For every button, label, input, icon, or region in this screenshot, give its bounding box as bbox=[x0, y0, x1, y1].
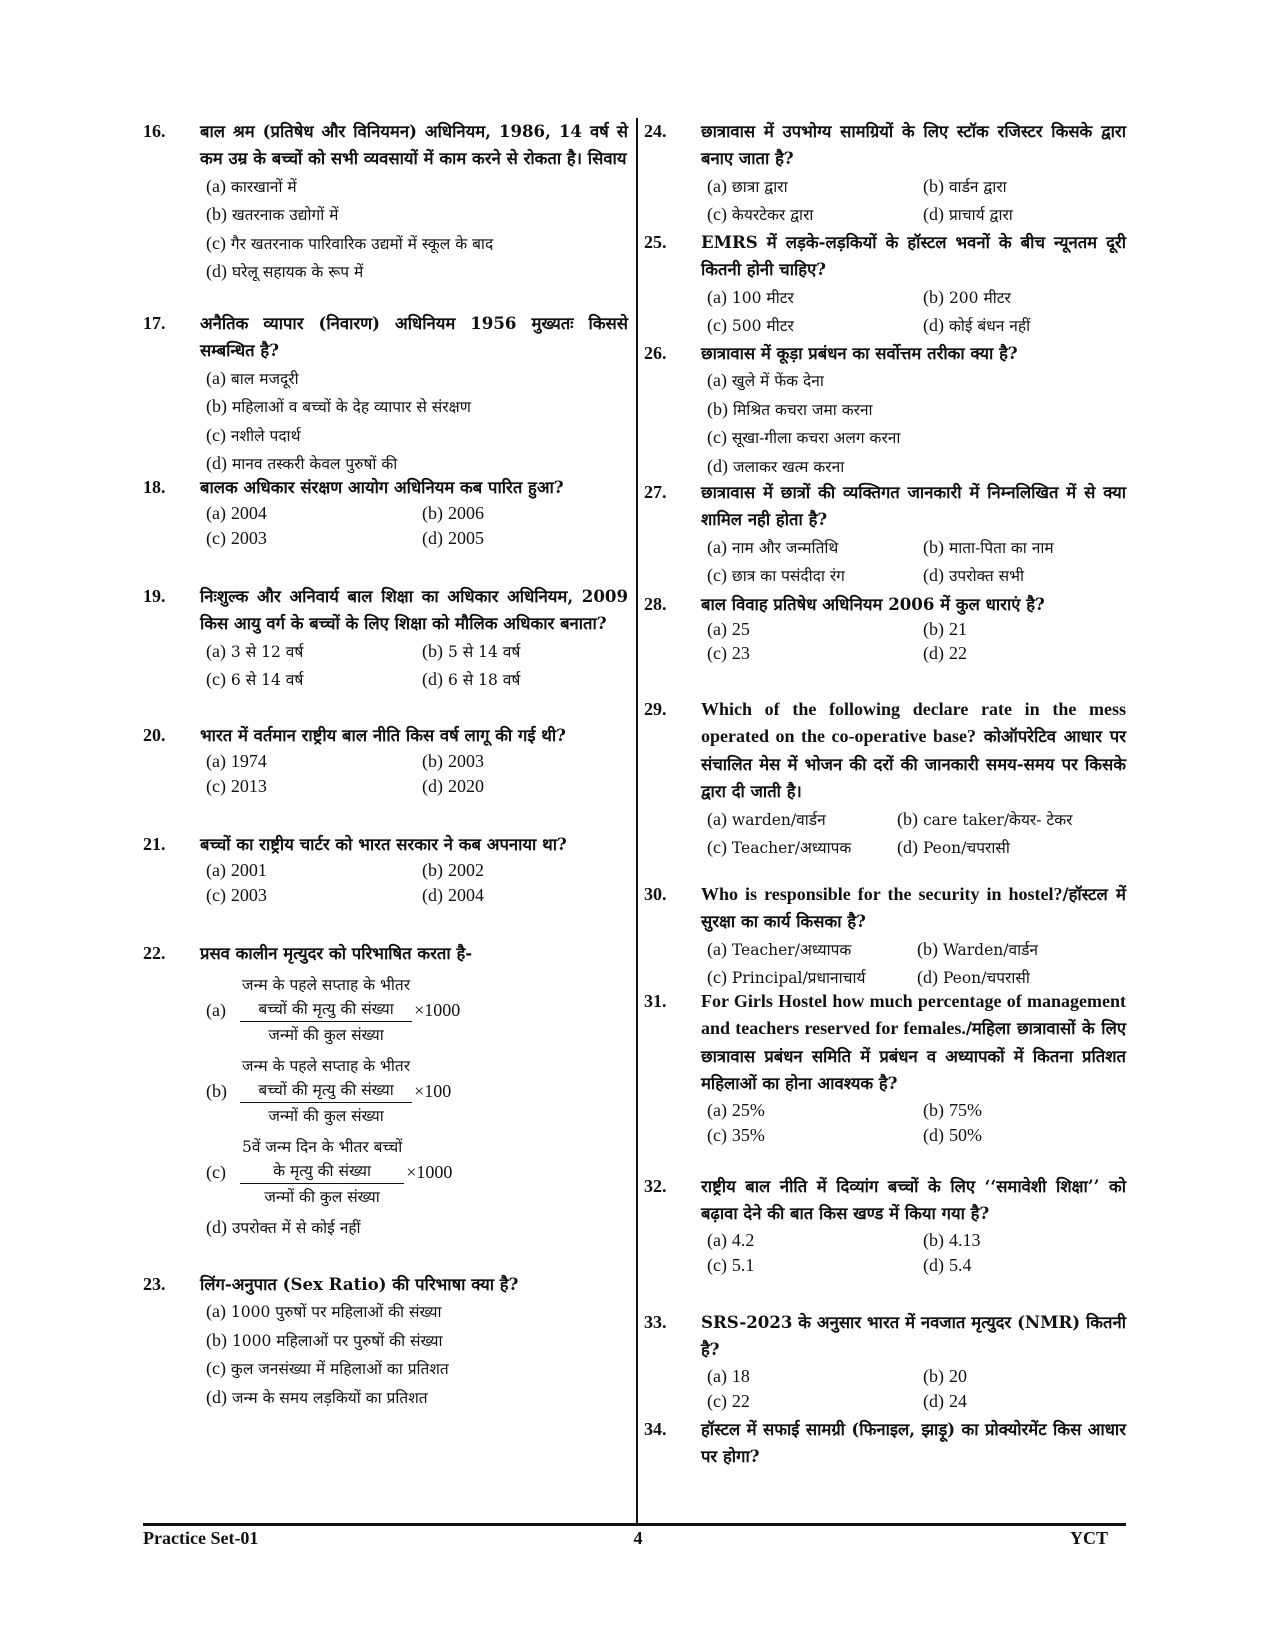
option-d: (d) कोई बंधन नहीं bbox=[923, 315, 1031, 336]
fraction: जन्म के पहले सप्ताह के भीतर बच्चों की मृत्यु की संख्या जन्मों की कुल संख्या bbox=[240, 973, 412, 1048]
option-a: (a) खुले में फेंक देना bbox=[707, 370, 824, 391]
option-d: (d) 5.4 bbox=[923, 1254, 972, 1275]
question-23 bbox=[143, 1271, 628, 1412]
option-a: (a) 2004 bbox=[206, 503, 267, 524]
question-number: 16. bbox=[143, 121, 166, 141]
column-divider bbox=[636, 118, 638, 1523]
question-text: छात्रावास में छात्रों की व्यक्तिगत जानकारी में निम्नलिखित में से क्या शामिल नही होता है? bbox=[701, 482, 1126, 530]
question-30 bbox=[644, 881, 1126, 987]
options bbox=[701, 367, 1126, 481]
question-text: बालक अधिकार संरक्षण आयोग अधिनियम कब पारित हुआ? bbox=[200, 477, 564, 497]
option-b: (b) 200 मीटर bbox=[923, 286, 1011, 307]
option-c: (c) केयरटेकर द्वारा bbox=[707, 204, 814, 225]
option-b: (b) 20 bbox=[923, 1365, 967, 1386]
option-b: (b) 2006 bbox=[422, 503, 484, 524]
option-d: (d) 2005 bbox=[422, 528, 484, 549]
question-18 bbox=[143, 474, 628, 582]
footer-rule bbox=[143, 1523, 1126, 1526]
option-a: (a) 4.2 bbox=[707, 1229, 755, 1250]
option-b: (b) वार्डन द्वारा bbox=[923, 175, 1007, 196]
question-text: लिंग-अनुपात (Sex Ratio) की परिभाषा क्या है? bbox=[200, 1274, 519, 1294]
question-number: 26. bbox=[644, 343, 667, 363]
question-number: 34. bbox=[644, 1419, 667, 1439]
left-column bbox=[143, 118, 628, 1413]
option-c: (c) कुल जनसंख्या में महिलाओं का प्रतिशत bbox=[206, 1358, 449, 1379]
option-a-formula: (a) जन्म के पहले सप्ताह के भीतर बच्चों की मृत्यु की संख्या जन्मों की कुल संख्या ×1000 bbox=[206, 973, 628, 1048]
question-21 bbox=[143, 831, 628, 939]
option-a: (a) Teacher/अध्यापक bbox=[707, 938, 852, 959]
question-25 bbox=[644, 229, 1126, 339]
footer-publisher: YCT bbox=[1070, 1528, 1109, 1548]
question-32 bbox=[644, 1173, 1126, 1308]
option-a: (a) 2001 bbox=[206, 860, 267, 881]
option-b: (b) 4.13 bbox=[923, 1229, 981, 1250]
question-text: अनैतिक व्यापार (निवारण) अधिनियम 1956 मुख्यतः किससे सम्बन्धित है? bbox=[200, 313, 628, 361]
options bbox=[701, 1228, 1126, 1278]
option-c: (c) 23 bbox=[707, 643, 750, 664]
option-b: (b) मिश्रित कचरा जमा करना bbox=[707, 398, 873, 419]
option-c: (c) 2013 bbox=[206, 776, 267, 797]
options bbox=[701, 1364, 1126, 1414]
question-text: Who is responsible for the security in hostel?/हॉस्टल में सुरक्षा का कार्य किसका है? bbox=[701, 884, 1126, 932]
options bbox=[200, 858, 628, 908]
options bbox=[200, 749, 628, 799]
question-text: SRS-2023 के अनुसार भारत में नवजात मृत्युदर (NMR) कितनी है? bbox=[701, 1312, 1126, 1360]
options bbox=[701, 618, 1126, 666]
option-a: (a) छात्रा द्वारा bbox=[707, 175, 788, 196]
option-d: (d) जन्म के समय लड़कियों का प्रतिशत bbox=[206, 1386, 428, 1407]
option-c: (c) छात्र का पसंदीदा रंग bbox=[707, 565, 845, 586]
option-b: (b) खतरनाक उद्योगों में bbox=[206, 204, 339, 225]
question-number: 24. bbox=[644, 121, 667, 141]
option-d: (d) 2020 bbox=[422, 776, 484, 797]
question-text: राष्ट्रीय बाल नीति में दिव्यांग बच्चों के लिए ‘‘समावेशी शिक्षा’’ को बढ़ावा देने की बात किस खण्ड में किया गया है? bbox=[701, 1176, 1126, 1224]
option-d: (d) मानव तस्करी केवल पुरुषों की bbox=[206, 453, 398, 474]
option-a: (a) 1000 पुरुषों पर महिलाओं की संख्या bbox=[206, 1301, 442, 1322]
option-a: (a) 1974 bbox=[206, 751, 267, 772]
option-b: (b) 2002 bbox=[422, 860, 484, 881]
option-b: (b) 5 से 14 वर्ष bbox=[422, 640, 521, 661]
question-text: भारत में वर्तमान राष्ट्रीय बाल नीति किस वर्ष लागू की गई थी? bbox=[200, 725, 566, 745]
option-c: (c) 5.1 bbox=[707, 1254, 755, 1275]
option-a: (a) 3 से 12 वर्ष bbox=[206, 640, 304, 661]
options bbox=[701, 284, 1126, 341]
question-number: 20. bbox=[143, 725, 166, 745]
option-d: (d) जलाकर खत्म करना bbox=[707, 455, 845, 476]
option-b: (b) 1000 महिलाओं पर पुरुषों की संख्या bbox=[206, 1329, 443, 1350]
option-a: (a) 25% bbox=[707, 1099, 765, 1120]
question-26 bbox=[644, 340, 1126, 478]
option-c-formula: (c) 5वें जन्म दिन के भीतर बच्चों के मृत्यु की संख्या जन्मों की कुल संख्या ×1000 bbox=[206, 1135, 628, 1210]
option-a: (a) कारखानों में bbox=[206, 175, 297, 196]
option-c: (c) 35% bbox=[707, 1124, 765, 1145]
question-text: हॉस्टल में सफाई सामग्री (फिनाइल, झाड़ू) का प्रोक्योरमेंट किस आधार पर होगा? bbox=[701, 1419, 1126, 1467]
option-c: (c) 22 bbox=[707, 1390, 750, 1411]
option-b: (b) 75% bbox=[923, 1099, 982, 1120]
option-d: (d) Peon/चपरासी bbox=[917, 967, 1030, 988]
option-a: (a) नाम और जन्मतिथि bbox=[707, 536, 839, 557]
options bbox=[200, 1298, 628, 1412]
option-a: (a) बाल मजदूरी bbox=[206, 367, 299, 388]
option-d: (d) उपरोक्त सभी bbox=[923, 565, 1025, 586]
options bbox=[200, 1214, 628, 1242]
question-number: 31. bbox=[644, 991, 667, 1011]
option-a: (a) 18 bbox=[707, 1365, 750, 1386]
options bbox=[701, 534, 1126, 591]
question-number: 32. bbox=[644, 1176, 667, 1196]
question-text: छात्रावास में कूड़ा प्रबंधन का सर्वोत्तम तरीका क्या है? bbox=[701, 343, 1018, 363]
option-d: (d) 2004 bbox=[422, 885, 484, 906]
option-a: (a) 25 bbox=[707, 619, 750, 640]
question-24 bbox=[644, 118, 1126, 228]
option-c: (c) नशीले पदार्थ bbox=[206, 424, 301, 445]
question-number: 27. bbox=[644, 482, 667, 502]
question-number: 17. bbox=[143, 313, 166, 333]
options bbox=[200, 638, 628, 695]
option-d: (d) उपरोक्त में से कोई नहीं bbox=[206, 1217, 361, 1238]
question-text: बाल श्रम (प्रतिषेध और विनियमन) अधिनियम, 1986, 14 वर्ष से कम उम्र के बच्चों को सभी व्यवसायों में काम करने से रोकता है। सिवाय bbox=[200, 121, 628, 169]
options bbox=[701, 806, 1126, 863]
question-31 bbox=[644, 988, 1126, 1172]
option-d: (d) प्राचार्य द्वारा bbox=[923, 204, 1013, 225]
footer-set-name: Practice Set-01 bbox=[143, 1528, 259, 1548]
option-d: (d) 50% bbox=[923, 1124, 982, 1145]
page-number: 4 bbox=[633, 1528, 643, 1548]
question-16 bbox=[143, 118, 628, 309]
question-29 bbox=[644, 696, 1126, 880]
option-d: (d) 6 से 18 वर्ष bbox=[422, 669, 521, 690]
option-b-formula: (b) जन्म के पहले सप्ताह के भीतर बच्चों की मृत्यु की संख्या जन्मों की कुल संख्या ×100 bbox=[206, 1054, 628, 1129]
question-text: बच्चों का राष्ट्रीय चार्टर को भारत सरकार ने कब अपनाया था? bbox=[200, 834, 567, 854]
fraction: जन्म के पहले सप्ताह के भीतर बच्चों की मृत्यु की संख्या जन्मों की कुल संख्या bbox=[240, 1054, 412, 1129]
question-text: प्रसव कालीन मृत्युदर को परिभाषित करता है- bbox=[200, 943, 473, 963]
question-text: EMRS में लड़के-लड़कियों के हॉस्टल भवनों के बीच न्यूनतम दूरी कितनी होनी चाहिए? bbox=[701, 232, 1126, 280]
options bbox=[200, 173, 628, 287]
question-34 bbox=[644, 1416, 1126, 1471]
options bbox=[701, 173, 1126, 230]
question-number: 28. bbox=[644, 594, 667, 614]
fraction: 5वें जन्म दिन के भीतर बच्चों के मृत्यु की संख्या जन्मों की कुल संख्या bbox=[240, 1135, 404, 1210]
question-number: 21. bbox=[143, 834, 166, 854]
option-b: (b) महिलाओं व बच्चों के देह व्यापार से संरक्षण bbox=[206, 396, 471, 417]
question-17 bbox=[143, 310, 628, 473]
option-c: (c) Principal/प्रधानाचार्य bbox=[707, 967, 866, 988]
question-22 bbox=[143, 940, 628, 1270]
question-number: 33. bbox=[644, 1312, 667, 1332]
option-a: (a) 100 मीटर bbox=[707, 286, 794, 307]
option-d: (d) 24 bbox=[923, 1390, 967, 1411]
option-c: (c) 6 से 14 वर्ष bbox=[206, 669, 304, 690]
question-number: 30. bbox=[644, 884, 667, 904]
option-a: (a) warden/वार्डन bbox=[707, 808, 826, 829]
option-c: (c) 2003 bbox=[206, 885, 267, 906]
question-text: For Girls Hostel how much percentage of management and teachers reserved for females./महिला छात्रावासों के लिए छात्रावास प्रबंधन समिति में प्रबंधन व अध्यापकों में कितना प्रतिशत महिलाओं का होना आवश्यक है? bbox=[701, 991, 1126, 1094]
question-text: Which of the following declare rate in the mess operated on the co-operative base? कोऑपरेटिव आधार पर संचालित मेस में भोजन की दरों की जानकारी समय-समय पर किसके द्वारा दी जाती है। bbox=[701, 699, 1126, 802]
option-b: (b) Warden/वार्डन bbox=[917, 938, 1038, 959]
question-text: निःशुल्क और अनिवार्य बाल शिक्षा का अधिकार अधिनियम, 2009 किस आयु वर्ग के बच्चों के लिए शिक्षा को मौलिक अधिकार बनाता? bbox=[200, 586, 628, 634]
options bbox=[200, 365, 628, 479]
option-d: (d) घरेलू सहायक के रूप में bbox=[206, 261, 364, 282]
options bbox=[701, 1098, 1126, 1148]
question-number: 22. bbox=[143, 943, 166, 963]
question-number: 18. bbox=[143, 477, 166, 497]
options bbox=[701, 936, 1126, 993]
option-c: (c) Teacher/अध्यापक bbox=[707, 837, 852, 858]
option-d: (d) 22 bbox=[923, 643, 967, 664]
options bbox=[200, 501, 628, 551]
question-19 bbox=[143, 583, 628, 721]
option-c: (c) गैर खतरनाक पारिवारिक उद्यमों में स्कूल के बाद bbox=[206, 232, 494, 253]
option-b: (b) care taker/केयर- टेकर bbox=[897, 808, 1073, 829]
option-c: (c) सूखा-गीला कचरा अलग करना bbox=[707, 427, 901, 448]
question-text: छात्रावास में उपभोग्य सामग्रियों के लिए स्टॉक रजिस्टर किसके द्वारा बनाए जाता है? bbox=[701, 121, 1126, 169]
question-20 bbox=[143, 722, 628, 830]
option-c: (c) 2003 bbox=[206, 528, 267, 549]
option-c: (c) 500 मीटर bbox=[707, 315, 794, 336]
option-b: (b) माता-पिता का नाम bbox=[923, 536, 1054, 557]
question-text: बाल विवाह प्रतिषेध अधिनियम 2006 में कुल धाराएं है? bbox=[701, 594, 1045, 614]
option-b: (b) 2003 bbox=[422, 751, 484, 772]
question-number: 25. bbox=[644, 232, 667, 252]
question-27 bbox=[644, 479, 1126, 590]
right-column bbox=[644, 118, 1126, 1472]
question-number: 19. bbox=[143, 586, 166, 606]
question-number: 29. bbox=[644, 699, 667, 719]
question-28 bbox=[644, 591, 1126, 695]
question-33 bbox=[644, 1309, 1126, 1415]
question-number: 23. bbox=[143, 1274, 166, 1294]
option-d: (d) Peon/चपरासी bbox=[897, 837, 1010, 858]
option-b: (b) 21 bbox=[923, 619, 967, 640]
